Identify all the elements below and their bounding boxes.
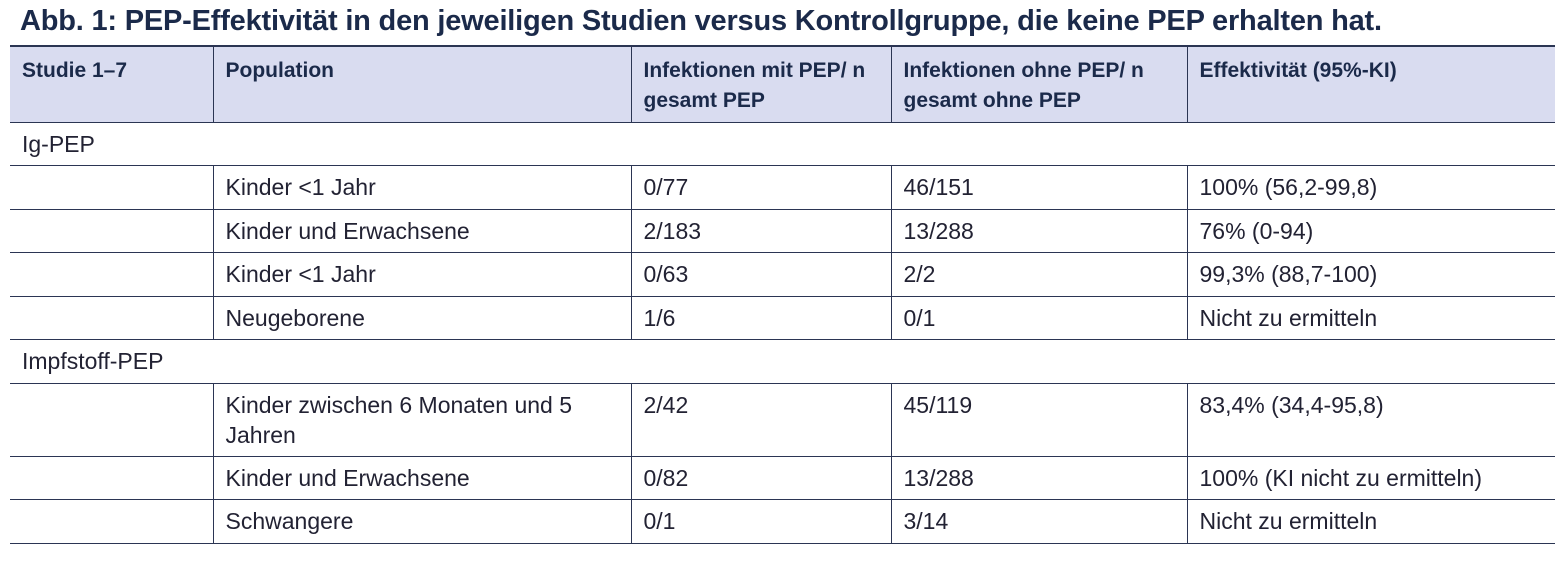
cell-effektivitaet: Nicht zu ermitteln <box>1187 296 1555 340</box>
cell-ohne-pep: 45/119 <box>891 383 1187 456</box>
cell-mit-pep: 0/1 <box>631 500 891 544</box>
header-infektionen-mit-pep: Infektionen mit PEP/ n gesamt PEP <box>631 46 891 122</box>
cell-mit-pep: 2/42 <box>631 383 891 456</box>
cell-mit-pep: 0/77 <box>631 166 891 210</box>
cell-studie <box>10 253 213 297</box>
header-effektivitaet: Effektivität (95%-KI) <box>1187 46 1555 122</box>
table-row <box>10 296 1555 340</box>
cell-ohne-pep: 13/288 <box>891 456 1187 500</box>
table-row <box>10 209 1555 253</box>
figure-title: Abb. 1: PEP-Effektivität in den jeweiligen Studien versus Kontrollgruppe, die keine PEP erhalten hat. <box>20 5 1382 37</box>
table-row <box>10 456 1555 500</box>
table-row <box>10 383 1555 456</box>
cell-effektivitaet: 76% (0-94) <box>1187 209 1555 253</box>
cell-ohne-pep: 2/2 <box>891 253 1187 297</box>
cell-ohne-pep: 13/288 <box>891 209 1187 253</box>
cell-population: Schwangere <box>213 500 631 544</box>
cell-population: Kinder und Erwachsene <box>213 209 631 253</box>
group-row-impfstoff-pep <box>10 340 1555 384</box>
cell-studie <box>10 456 213 500</box>
cell-ohne-pep: 46/151 <box>891 166 1187 210</box>
cell-mit-pep: 2/183 <box>631 209 891 253</box>
cell-effektivitaet: 99,3% (88,7-100) <box>1187 253 1555 297</box>
cell-studie <box>10 209 213 253</box>
cell-population: Kinder zwischen 6 Monaten und 5 Jahren <box>213 383 631 456</box>
cell-effektivitaet: Nicht zu ermitteln <box>1187 500 1555 544</box>
header-row <box>10 46 1555 122</box>
table-row <box>10 166 1555 210</box>
header-infektionen-ohne-pep: Infektionen ohne PEP/ n gesamt ohne PEP <box>891 46 1187 122</box>
cell-ohne-pep: 0/1 <box>891 296 1187 340</box>
header-population: Population <box>213 46 631 122</box>
cell-effektivitaet: 100% (56,2-99,8) <box>1187 166 1555 210</box>
cell-population: Kinder <1 Jahr <box>213 166 631 210</box>
header-studie: Studie 1–7 <box>10 46 213 122</box>
table-row <box>10 253 1555 297</box>
cell-mit-pep: 1/6 <box>631 296 891 340</box>
group-label-ig-pep: Ig-PEP <box>10 122 1555 166</box>
cell-population: Kinder <1 Jahr <box>213 253 631 297</box>
pep-effectiveness-table <box>10 45 1555 544</box>
cell-studie <box>10 296 213 340</box>
cell-mit-pep: 0/82 <box>631 456 891 500</box>
table-header <box>10 46 1555 122</box>
cell-population: Neugeborene <box>213 296 631 340</box>
group-row-ig-pep <box>10 122 1555 166</box>
table-row <box>10 500 1555 544</box>
cell-studie <box>10 166 213 210</box>
cell-ohne-pep: 3/14 <box>891 500 1187 544</box>
cell-population: Kinder und Erwachsene <box>213 456 631 500</box>
group-label-impfstoff-pep: Impfstoff-PEP <box>10 340 1555 384</box>
cell-studie <box>10 383 213 456</box>
cell-mit-pep: 0/63 <box>631 253 891 297</box>
cell-studie <box>10 500 213 544</box>
cell-effektivitaet: 83,4% (34,4-95,8) <box>1187 383 1555 456</box>
cell-effektivitaet: 100% (KI nicht zu ermitteln) <box>1187 456 1555 500</box>
table-body <box>10 122 1555 543</box>
